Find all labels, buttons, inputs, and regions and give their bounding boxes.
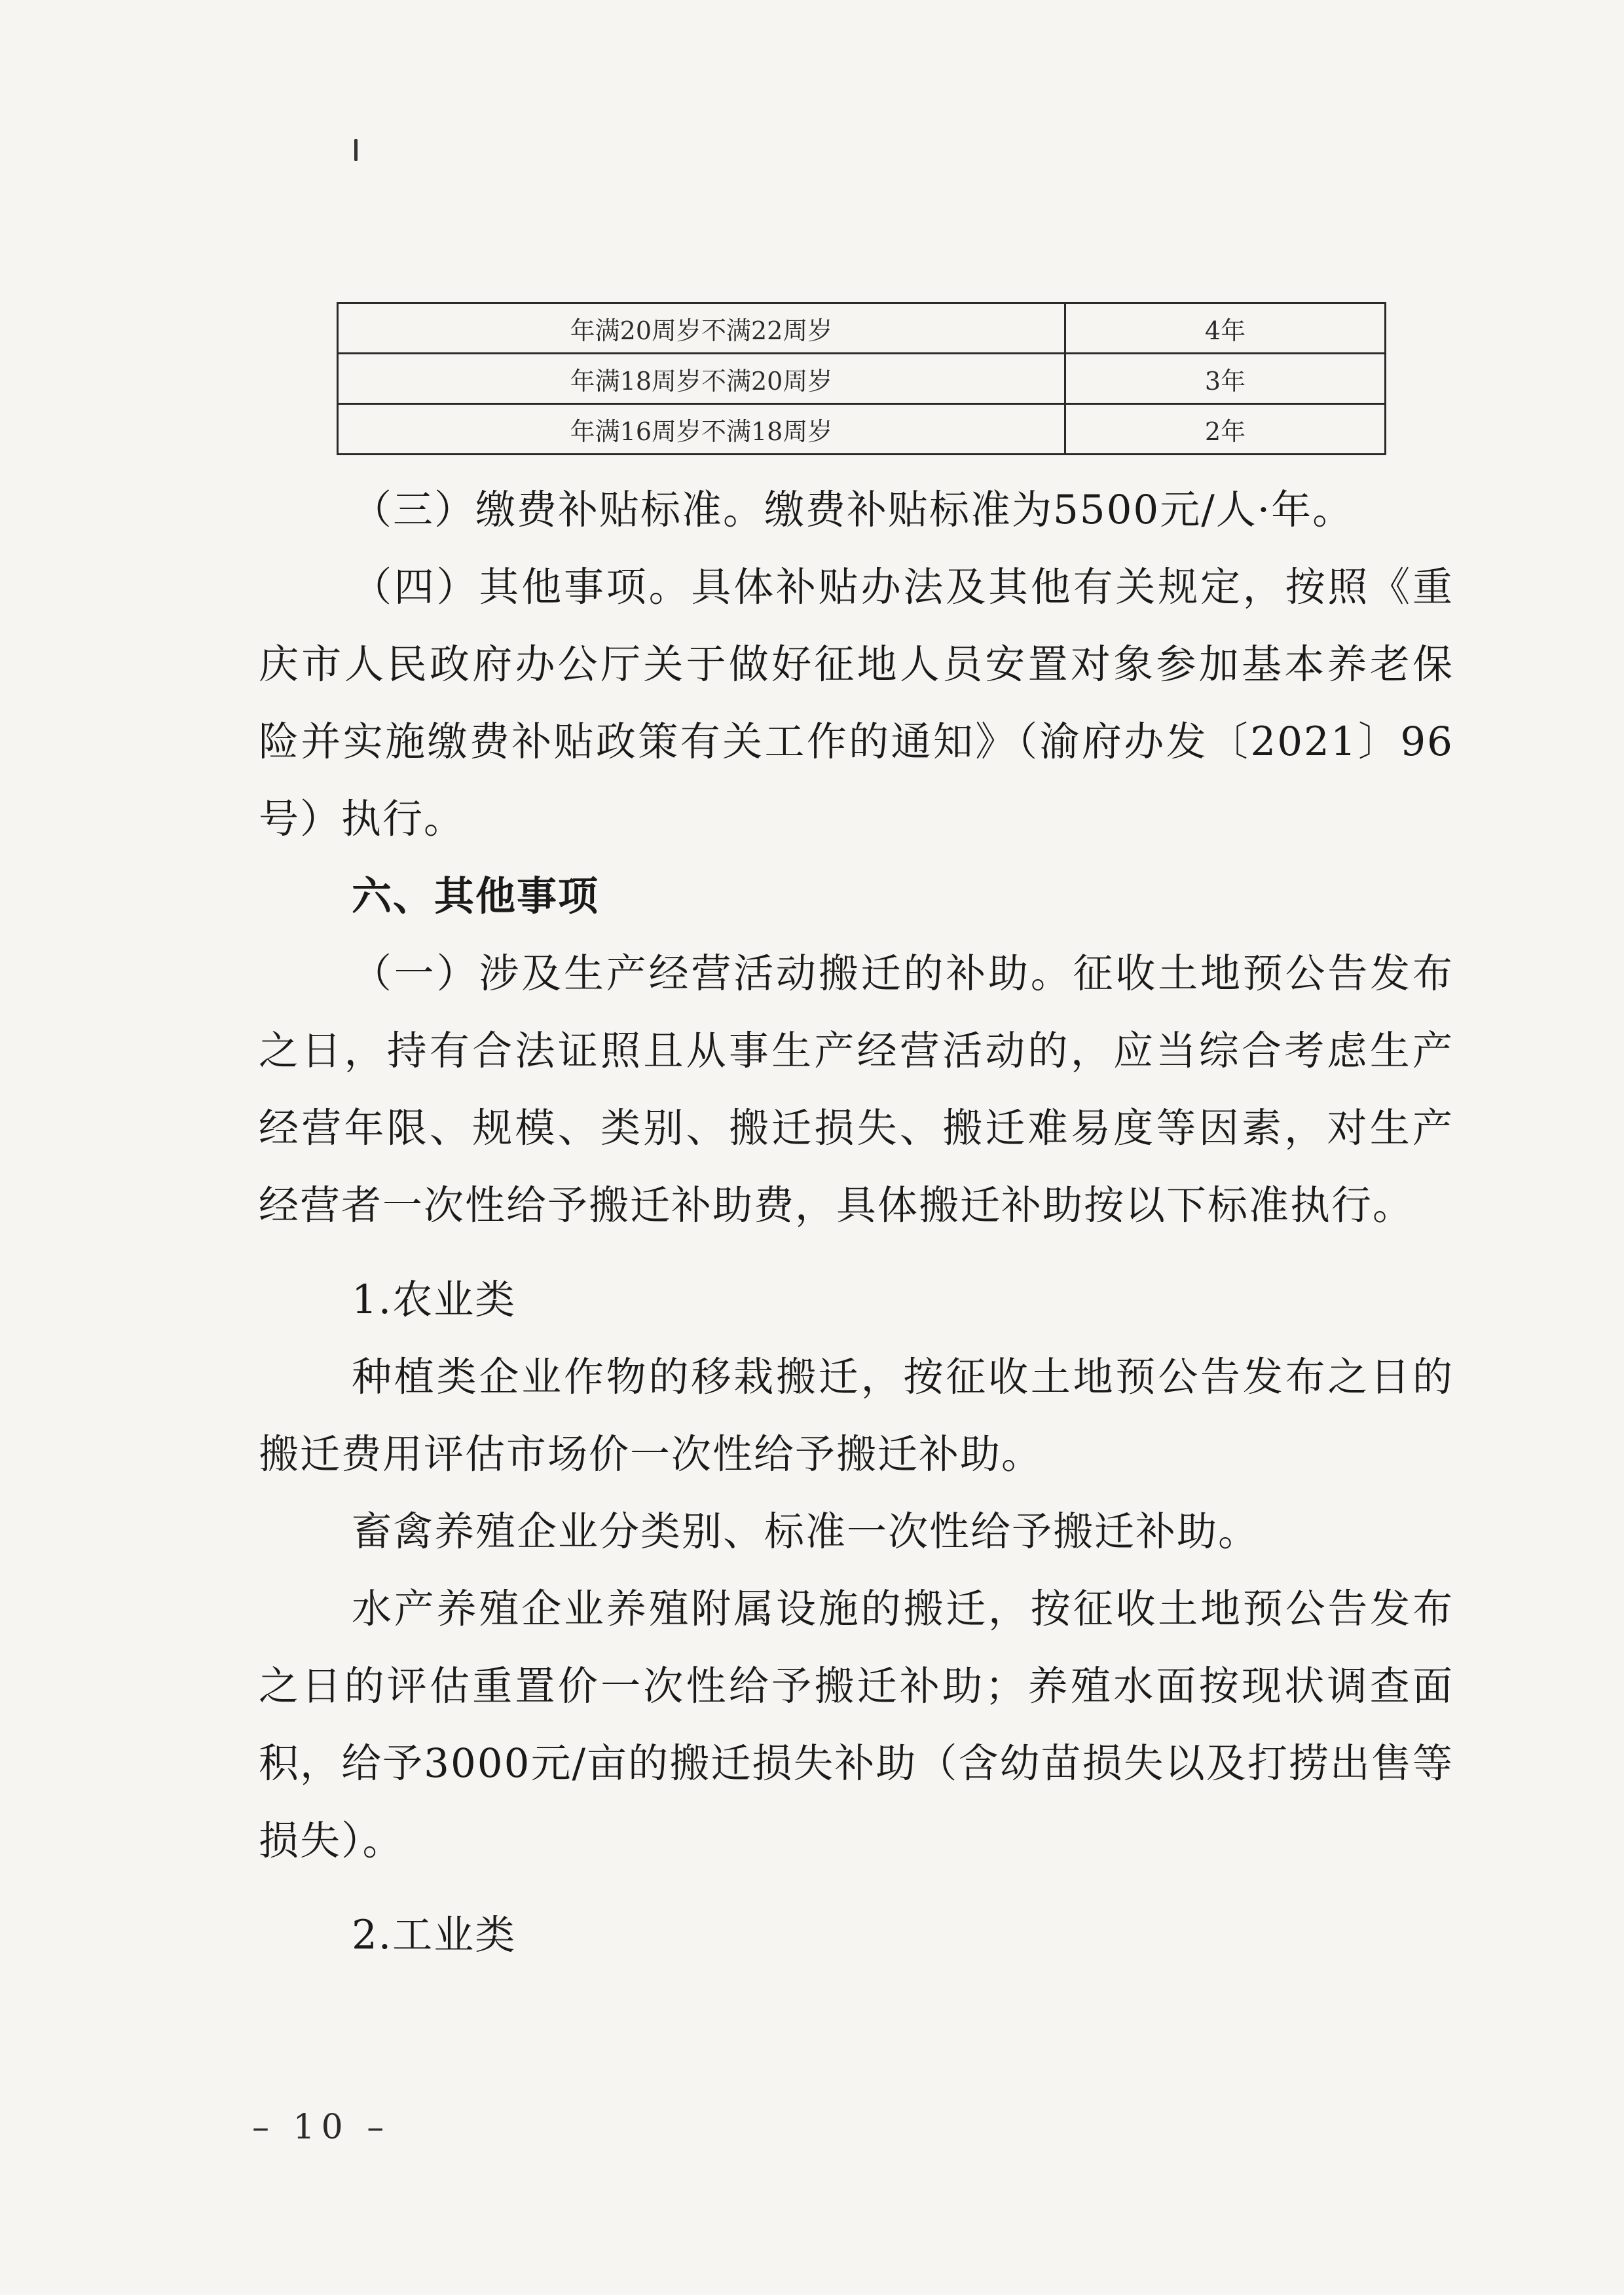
- table-cell-age-range: 年满16周岁不满18周岁: [338, 404, 1065, 455]
- paragraph-relocation-subsidy: （一）涉及生产经营活动搬迁的补助。征收土地预公告发布之日，持有合法证照且从事生产经营活动的，应当综合考虑生产经营年限、规模、类别、搬迁损失、搬迁难易度等因素，对生产经营者一次性给予搬迁补助费，具体搬迁补助按以下标准执行。: [259, 950, 1454, 1229]
- scan-artifact-mark: [354, 139, 358, 161]
- paragraph-planting: 种植类企业作物的移栽搬迁，按征收土地预公告发布之日的搬迁费用评估市场价一次性给予搬迁补助。: [259, 1354, 1454, 1478]
- table-cell-years: 3年: [1065, 354, 1386, 404]
- table-row: [338, 354, 1386, 404]
- table-row: [338, 303, 1386, 354]
- section-heading-other-matters: 六、其他事项: [352, 873, 600, 920]
- page-number: – 10 –: [252, 2108, 391, 2147]
- paragraph-livestock: 畜禽养殖企业分类别、标准一次性给予搬迁补助。: [352, 1508, 1260, 1555]
- paragraph-payment-subsidy-standard: （三）缴费补贴标准。缴费补贴标准为5500元/人·年。: [352, 487, 1354, 533]
- age-duration-table: [337, 302, 1386, 455]
- table-cell-years: 2年: [1065, 404, 1386, 455]
- subheading-agriculture: 1.农业类: [352, 1277, 517, 1323]
- paragraph-other-matters: （四）其他事项。具体补贴办法及其他有关规定，按照《重庆市人民政府办公厅关于做好征地人员安置对象参加基本养老保险并实施缴费补贴政策有关工作的通知》（渝府办发〔2021〕96号）执行。: [259, 564, 1454, 842]
- table-cell-age-range: 年满18周岁不满20周岁: [338, 354, 1065, 404]
- table-row: [338, 404, 1386, 455]
- document-body: [259, 472, 1454, 1974]
- table-cell-age-range: 年满20周岁不满22周岁: [338, 303, 1065, 354]
- paragraph-aquaculture: 水产养殖企业养殖附属设施的搬迁，按征收土地预公告发布之日的评估重置价一次性给予搬迁补助；养殖水面按现状调查面积，给予3000元/亩的搬迁损失补助（含幼苗损失以及打捞出售等损失）。: [259, 1586, 1454, 1864]
- table-cell-years: 4年: [1065, 303, 1386, 354]
- subheading-industry: 2.工业类: [352, 1912, 517, 1958]
